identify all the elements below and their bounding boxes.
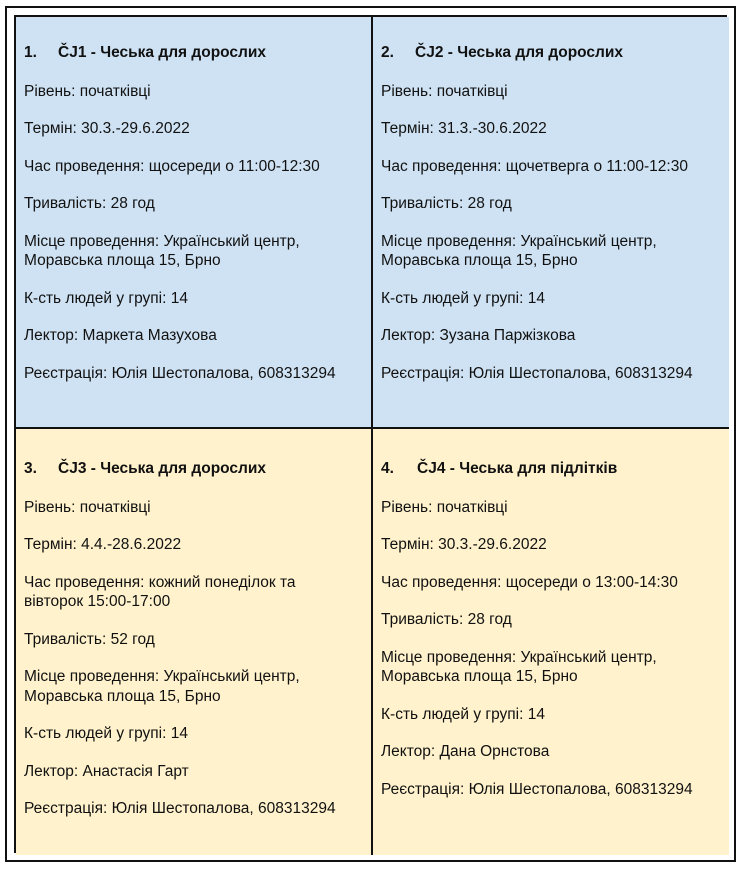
course-duration: Тривалість: 52 год	[24, 630, 155, 648]
course-title	[381, 459, 721, 479]
course-lecturer: Лектор: Анастасія Гарт	[24, 762, 189, 780]
course-time: Час проведення: щочетверга о 11:00-12:30	[381, 157, 688, 175]
course-number: 3.	[24, 460, 37, 477]
course-place-line2: Моравська площа 15, Брно	[381, 252, 578, 269]
course-cell-3	[16, 429, 373, 855]
course-title	[24, 459, 363, 479]
course-time-line2: вівторок 15:00-17:00	[24, 593, 171, 610]
course-registration: Реєстрація: Юлія Шестопалова, 608313294	[381, 780, 693, 798]
course-level: Рівень: початківці	[24, 82, 151, 100]
course-level: Рівень: початківці	[24, 498, 151, 516]
course-place-line2: Моравська площа 15, Брно	[24, 687, 221, 705]
course-time: Час проведення: щосереди о 11:00-12:30	[24, 157, 320, 175]
course-number: 2.	[381, 44, 394, 61]
course-name: ČJ1 - Чеська для дорослих	[58, 44, 267, 61]
course-group-size: К-сть людей у групі: 14	[381, 705, 545, 723]
course-name: ČJ2 - Чеська для дорослих	[415, 44, 624, 61]
course-registration: Реєстрація: Юлія Шестопалова, 608313294	[24, 800, 336, 817]
course-lecturer: Лектор: Дана Орнстова	[381, 743, 550, 760]
course-group-size: К-сть людей у групі: 14	[24, 289, 188, 307]
course-level: Рівень: початківці	[381, 498, 508, 516]
course-registration: Реєстрація: Юлія Шестопалова, 608313294	[24, 364, 336, 382]
course-term: Термін: 30.3.-29.6.2022	[24, 120, 190, 137]
course-duration: Тривалість: 28 год	[24, 195, 155, 212]
course-place	[24, 667, 363, 706]
course-place-line1: Місце проведення: Український центр,	[381, 648, 657, 666]
course-cell-1	[16, 17, 373, 429]
course-term: Термін: 30.3.-29.6.2022	[381, 536, 547, 553]
course-table	[14, 15, 727, 853]
course-duration: Тривалість: 28 год	[381, 611, 512, 628]
course-title	[381, 43, 721, 63]
course-cell-4	[373, 429, 729, 855]
course-place-line1: Місце проведення: Український центр,	[381, 232, 657, 250]
course-group-size: К-сть людей у групі: 14	[24, 725, 188, 742]
course-place-line2: Моравська площа 15, Брно	[24, 252, 221, 269]
course-duration: Тривалість: 28 год	[381, 195, 512, 212]
course-time-line1: Час проведення: кожний понеділок та	[24, 573, 296, 591]
course-registration: Реєстрація: Юлія Шестопалова, 608313294	[381, 364, 693, 382]
schedule-frame	[5, 6, 736, 862]
course-place-line2: Моравська площа 15, Брно	[381, 668, 578, 685]
course-name: ČJ3 - Чеська для дорослих	[58, 460, 267, 477]
course-lecturer: Лектор: Зузана Паржізкова	[381, 327, 576, 344]
course-place	[381, 232, 721, 271]
course-place	[24, 232, 363, 271]
course-place-line1: Місце проведення: Український центр,	[24, 232, 300, 250]
course-title	[24, 43, 363, 63]
course-number: 4.	[381, 460, 394, 477]
course-time	[24, 573, 363, 612]
course-term: Термін: 4.4.-28.6.2022	[24, 536, 182, 553]
course-number: 1.	[24, 44, 37, 61]
course-name: ČJ4 - Чеська для підлітків	[417, 460, 618, 477]
course-term: Термін: 31.3.-30.6.2022	[381, 120, 547, 137]
course-lecturer: Лектор: Маркета Мазухова	[24, 327, 217, 344]
course-place-line1: Місце проведення: Український центр,	[24, 668, 300, 685]
course-level: Рівень: початківці	[381, 82, 508, 100]
course-cell-2	[373, 17, 729, 429]
course-time: Час проведення: щосереди о 13:00-14:30	[381, 573, 678, 591]
course-group-size: К-сть людей у групі: 14	[381, 289, 545, 307]
course-place	[381, 648, 721, 687]
